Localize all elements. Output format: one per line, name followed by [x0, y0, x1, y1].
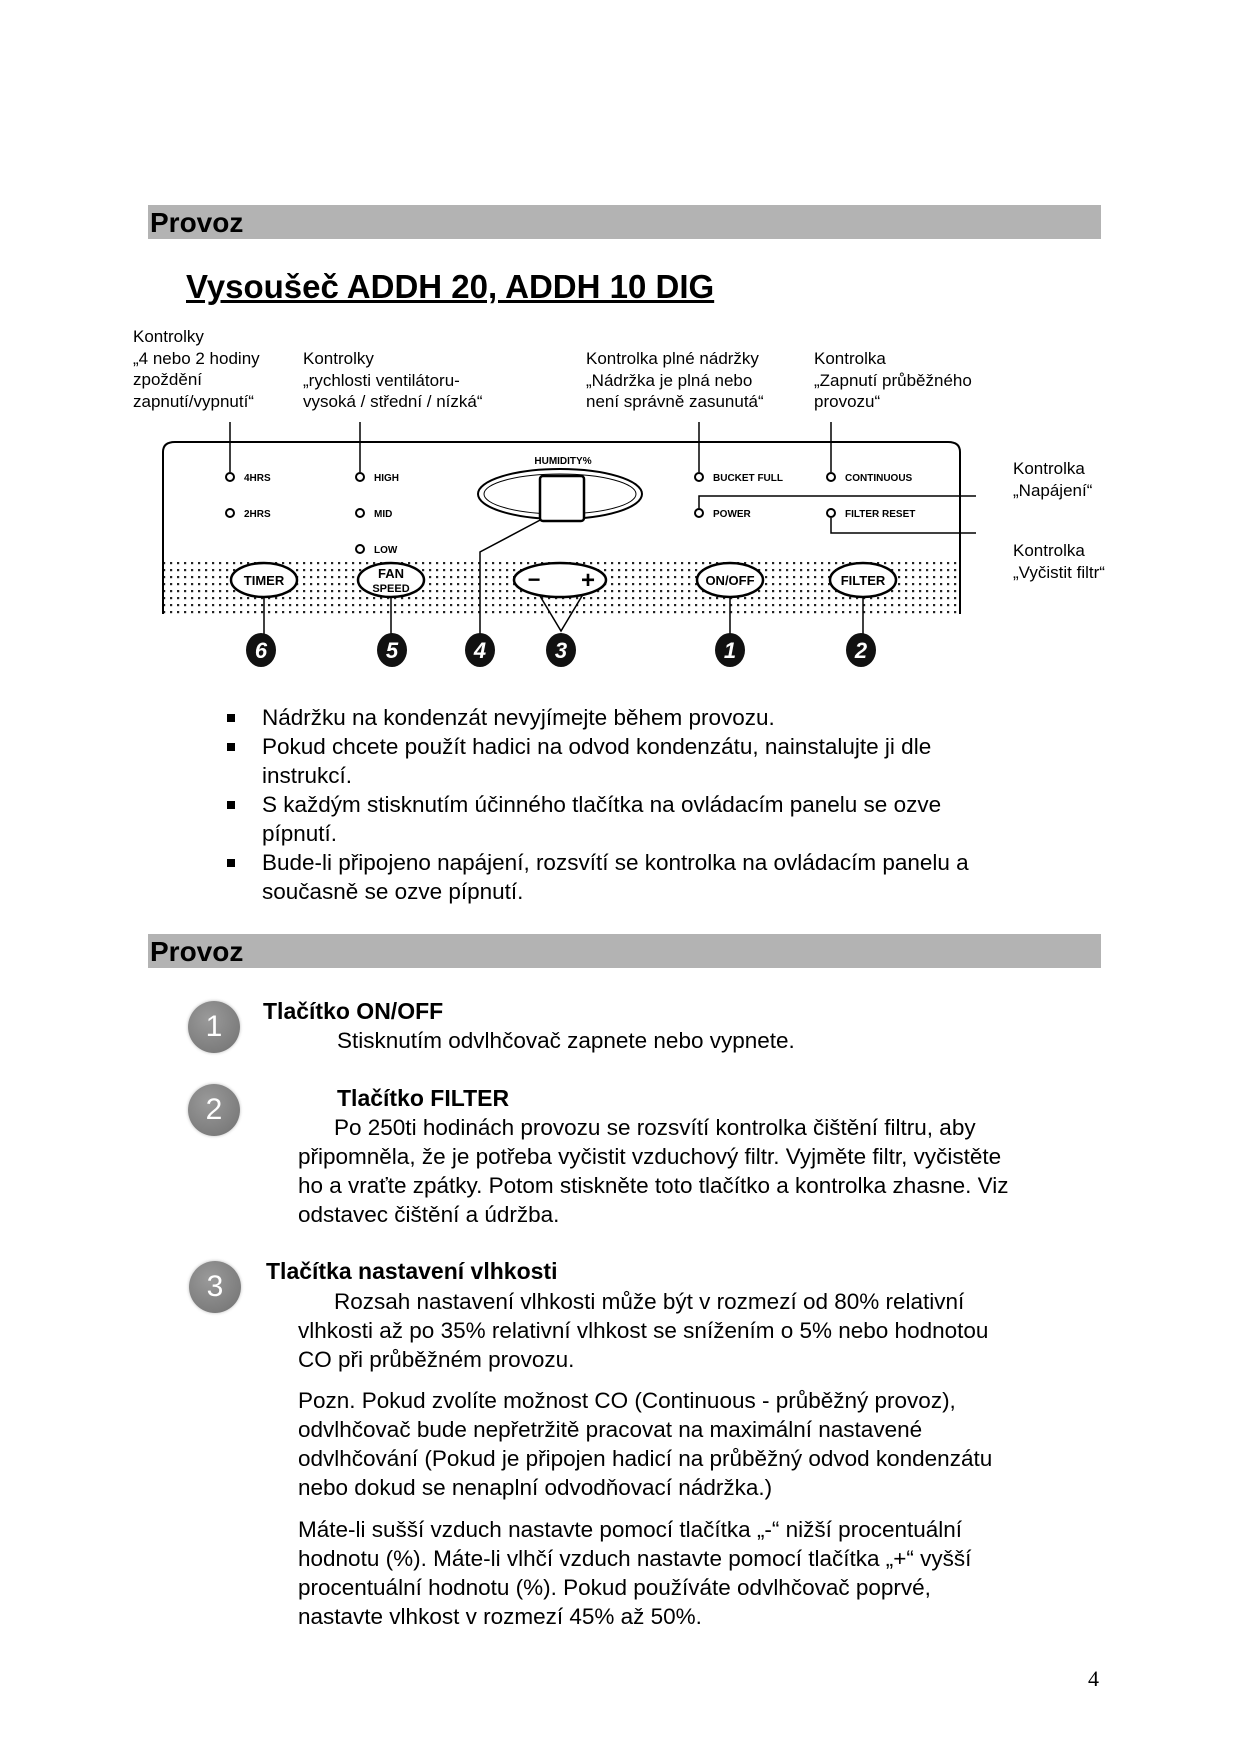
bullet-item: [262, 732, 931, 790]
badge-number: 3: [554, 638, 568, 663]
plus-label: +: [580, 567, 596, 594]
badge-number: 4: [473, 638, 487, 663]
text-line: procentuální hodnotu (%). Pokud používáte odvlhčovač poprvé,: [298, 1575, 931, 1600]
item-text: [298, 1287, 988, 1374]
led-continuous: [827, 473, 835, 481]
led-low: [356, 545, 364, 553]
item-text: připomněla, že je potřeba vyčistit vzduchový filtr. Vyjměte filtr, vyčistěte: [298, 1144, 1002, 1169]
item-text: Po 250ti hodinách provozu se rozsvítí kontrolka čištění filtru, aby: [334, 1115, 976, 1140]
text-line: nebo dokud se nenaplní odvodňovací nádržka.): [298, 1475, 773, 1500]
section-header-bar: [148, 934, 1101, 968]
item-tip: [298, 1515, 971, 1631]
text-line: Pozn. Pokud zvolíte možnost CO (Continuous - průběžný provoz),: [298, 1388, 956, 1413]
led-label: POWER: [713, 509, 751, 520]
bullet-item: [262, 703, 775, 732]
led-label: LOW: [374, 545, 398, 556]
callout-line: „4 nebo 2 hodiny: [133, 348, 260, 368]
badge-number: 6: [254, 638, 268, 663]
callout-line: vysoká / střední / nízká“: [303, 392, 483, 411]
page-title: Vysoušeč ADDH 20, ADDH 10 DIG: [186, 268, 715, 305]
led-label: 4HRS: [244, 473, 271, 484]
item-text: ho a vraťte zpátky. Potom stiskněte toto tlačítko a kontrolka zhasne. Viz: [298, 1173, 1009, 1198]
item-heading: Tlačítko FILTER: [337, 1085, 510, 1111]
led-2hrs: [226, 509, 234, 517]
badge-number: 1: [723, 638, 737, 663]
number-badge-1: 1: [188, 1001, 240, 1053]
led-label: MID: [374, 509, 393, 520]
bullet-icon: [227, 714, 235, 722]
callout-line: „Vyčistit filtr“: [1013, 562, 1105, 582]
humidity-label: HUMIDITY%: [534, 456, 592, 467]
led-mid: [356, 509, 364, 517]
led-label: 2HRS: [244, 509, 271, 520]
item-heading: Tlačítko ON/OFF: [263, 998, 444, 1024]
bullet-icon: [227, 743, 235, 751]
callout-line: Kontrolky: [303, 349, 374, 368]
text-line: Máte-li sušší vzduch nastavte pomocí tlačítka „-“ nižší procentuální: [298, 1517, 963, 1542]
led-4hrs: [226, 473, 234, 481]
bullet-icon: [227, 859, 235, 867]
callout-line: Kontrolka plné nádržky: [586, 349, 759, 368]
control-panel-diagram: [0, 0, 1240, 700]
badge-number: 5: [385, 638, 399, 663]
led-label: CONTINUOUS: [845, 473, 913, 484]
bullet-text: Pokud chcete použít hadici na odvod kondenzátu, nainstalujte ji dle: [262, 734, 932, 759]
section-header: Provoz: [150, 207, 244, 238]
speed-button-label: SPEED: [372, 583, 410, 595]
callout-line: „Zapnutí průběžného: [814, 370, 972, 390]
text-line: hodnotu (%). Máte-li vlhčí vzduch nastavte pomocí tlačítka „+“ vyšší: [298, 1546, 972, 1571]
page-number: 4: [1088, 1666, 1099, 1691]
led-bucket-full: [695, 473, 703, 481]
led-filter-reset: [827, 509, 835, 517]
timer-button-label: TIMER: [243, 573, 285, 588]
callout-line: „Napájení“: [1013, 480, 1093, 500]
bullet-text: Nádržku na kondenzát nevyjímejte během provozu.: [262, 705, 775, 730]
callout-line: není správně zasunutá“: [586, 392, 764, 411]
badge-number: 2: [854, 638, 868, 663]
led-power: [695, 509, 703, 517]
item-text: odstavec čištění a údržba.: [298, 1202, 560, 1227]
bullet-icon: [227, 801, 235, 809]
callout-line: Kontrolky: [133, 327, 204, 346]
section-header: Provoz: [150, 936, 244, 967]
led-high: [356, 473, 364, 481]
fan-button-label: FAN: [378, 566, 404, 581]
callout-line: Kontrolka: [1013, 541, 1085, 560]
text-line: nastavte vlhkost v rozmezí 45% až 50%.: [298, 1604, 702, 1629]
on-off-button-label: ON/OFF: [705, 573, 755, 588]
humidity-display: [540, 476, 584, 521]
bullet-item: [262, 848, 969, 906]
bullet-text: S každým stisknutím účinného tlačítka na ovládacím panelu se ozve: [262, 792, 942, 817]
led-label: BUCKET FULL: [713, 473, 783, 484]
minus-label: −: [527, 567, 541, 592]
number-badge-2: 2: [188, 1084, 240, 1136]
led-label: HIGH: [374, 473, 399, 484]
text-line: odvlhčovač bude nepřetržitě pracovat na maximální nastavené: [298, 1417, 923, 1442]
text-line: vlhkosti až po 35% relativní vlhkost se snížením o 5% nebo hodnotou: [298, 1318, 989, 1343]
callout-line: Kontrolka: [1013, 459, 1085, 478]
callout-line: zpoždění: [133, 370, 202, 389]
callout-line: provozu“: [814, 392, 881, 411]
number-badge-3: 3: [189, 1261, 241, 1313]
item-text: Stisknutím odvlhčovač zapnete nebo vypnete.: [337, 1028, 795, 1053]
item-note: [298, 1386, 992, 1502]
text-line: odvlhčování (Pokud je připojen hadicí na průběžný odvod kondenzátu: [298, 1446, 993, 1471]
callout-line: „Nádržka je plná nebo: [586, 370, 753, 390]
text-line: Rozsah nastavení vlhkosti může být v rozmezí od 80% relativní: [334, 1289, 965, 1314]
text-line: CO při průběžném provozu.: [298, 1347, 575, 1372]
callout-line: zapnutí/vypnutí“: [133, 391, 254, 411]
bullet-text: Bude-li připojeno napájení, rozsvítí se kontrolka na ovládacím panelu a: [262, 850, 969, 875]
callout-line: Kontrolka: [814, 349, 886, 368]
item-heading: Tlačítka nastavení vlhkosti: [266, 1258, 558, 1284]
callout-line: „rychlosti ventilátoru-: [303, 370, 460, 390]
bullet-item: [262, 790, 941, 848]
filter-button-label: FILTER: [840, 573, 886, 588]
bullet-text: současně se ozve pípnutí.: [262, 879, 524, 904]
bullet-text: pípnutí.: [262, 821, 338, 846]
bullet-text: instrukcí.: [262, 763, 353, 788]
led-label: FILTER RESET: [845, 509, 916, 520]
